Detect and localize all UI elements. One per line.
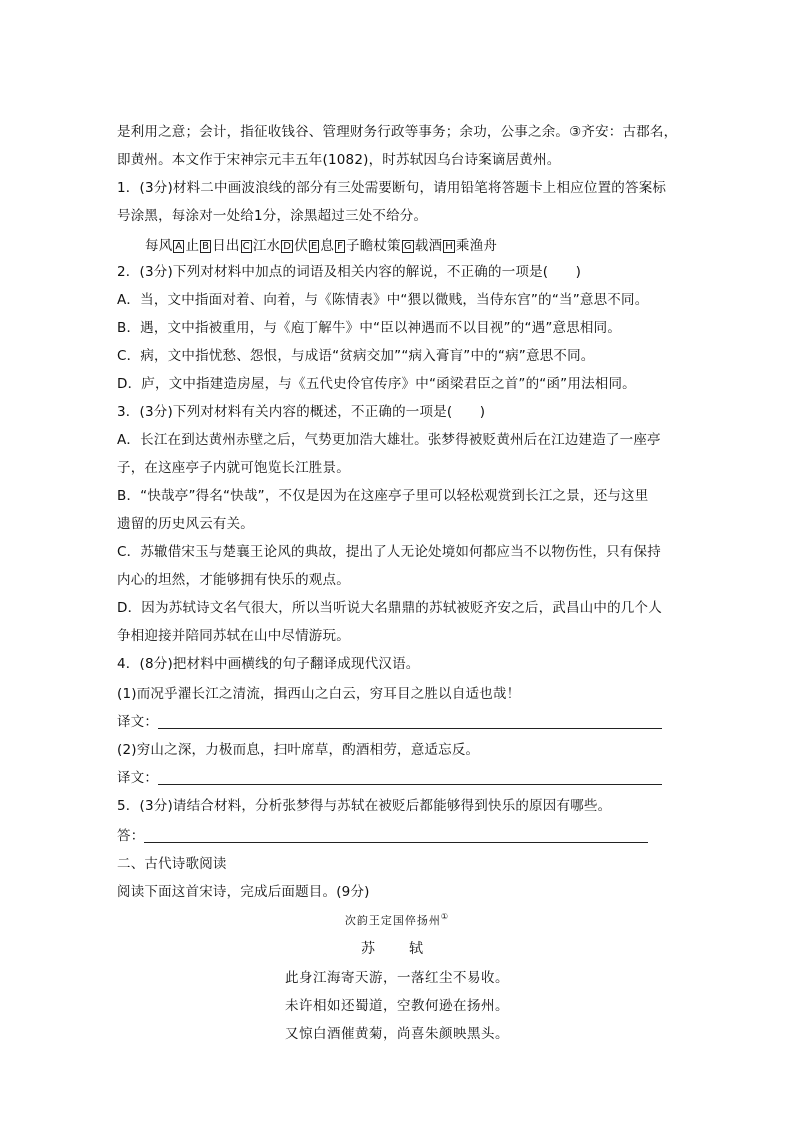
option-box-h[interactable]: H — [445, 241, 453, 252]
segment-text: 子瞻杖策 — [346, 238, 401, 254]
question-2-option-b: B．遇，文中指被重用，与《庖丁解牛》中“臣以神遇而不以目视”的“遇”意思相同。 — [117, 320, 622, 336]
segment-text: 每风 — [145, 238, 173, 254]
question-3-option-a: 子，在这座亭子内就可饱览长江胜景。 — [117, 460, 350, 476]
section-instruction: 阅读下面这首宋诗，完成后面题目。(9分) — [117, 884, 370, 900]
answer-row — [117, 712, 687, 732]
question-3-option-b: 遗留的历史风云有关。 — [117, 516, 254, 532]
answer-label: 译文： — [117, 714, 159, 730]
option-box-g[interactable]: G — [403, 241, 412, 252]
question-3-option-c: 内心的坦然，才能够拥有快乐的观点。 — [117, 572, 350, 588]
question-2-option-c: C．病，文中指忧愁、怨恨，与成语“贫病交加”“病入膏肓”中的“病”意思不同。 — [117, 348, 595, 364]
option-box-e[interactable]: E — [310, 241, 318, 252]
option-box-d[interactable]: D — [283, 241, 292, 252]
segment-text: 江水 — [252, 238, 281, 254]
question-2-stem: 2．(3分)下列对材料中加点的词语及相关内容的解说，不正确的一项是( ) — [117, 264, 582, 280]
question-4-stem: 4．(8分)把材料中画横线的句子翻译成现代汉语。 — [117, 656, 420, 672]
segment-text: 息 — [320, 238, 335, 254]
answer-blank[interactable] — [158, 770, 662, 785]
question-3-option-d: D．因为苏轼诗文名气很大，所以当听说大名鼎鼎的苏轼被贬齐安之后，武昌山中的几个人 — [117, 600, 662, 616]
answer-row — [117, 826, 687, 846]
poem-title-text: 次韵王定国倅扬州 — [344, 914, 441, 927]
passage-line: 即黄州。本文作于宋神宗元丰五年(1082)，时苏轼因乌台诗案谪居黄州。 — [117, 152, 561, 168]
poem-author: 苏 轼 — [361, 941, 433, 957]
poem-title — [0, 912, 794, 928]
answer-blank[interactable] — [158, 714, 662, 729]
poem-line: 又惊白酒催黄菊，尚喜朱颜映黑头。 — [285, 1026, 509, 1042]
option-box-a[interactable]: A — [175, 241, 183, 252]
segment-text: 载酒 — [414, 238, 443, 254]
question-4-sentence-2: (2)穷山之深，力极而息，扫叶席草，酌酒相劳，意适忘反。 — [117, 742, 480, 758]
question-2-option-a: A．当，文中指面对着、向着，与《陈情表》中“猥以微贱，当侍东宫”的“当”意思不同。 — [117, 292, 649, 308]
question-5-stem: 5．(3分)请结合材料，分析张梦得与苏轼在被贬后都能够得到快乐的原因有哪些。 — [117, 798, 612, 814]
answer-row — [117, 768, 687, 788]
option-box-b[interactable]: B — [202, 241, 210, 252]
poem-line: 未许相如还蜀道，空教何逊在扬州。 — [285, 998, 509, 1014]
passage-line: 是利用之意；会计，指征收钱谷、管理财务行政等事务；余功，公事之余。③齐安：古郡名， — [117, 124, 678, 140]
option-box-c[interactable]: C — [242, 241, 250, 252]
segment-text: 日出 — [212, 238, 240, 254]
question-1-stem: 号涂黑，每涂对一处给1分，涂黑超过三处不给分。 — [117, 208, 428, 224]
question-3-option-b: B．“快哉亭”得名“快哉”，不仅是因为在这座亭子里可以轻松观赏到长江之景，还与这里 — [117, 488, 649, 504]
question-2-option-d: D．庐，文中指建造房屋，与《五代史伶官传序》中“函梁君臣之首”的“函”用法相同。 — [117, 376, 636, 392]
answer-label: 译文： — [117, 770, 159, 786]
poem-line: 此身江海寄天游，一落红尘不易收。 — [285, 970, 509, 986]
answer-label: 答： — [117, 828, 145, 844]
question-3-option-c: C．苏辙借宋玉与楚襄王论风的典故，提出了人无论处境如何都应当不以物伤性，只有保持 — [117, 544, 661, 560]
segment-text: 乘渔舟 — [455, 238, 498, 254]
answer-blank[interactable] — [144, 828, 648, 843]
question-4-sentence-1: (1)而况乎濯长江之清流，揖西山之白云，穷耳目之胜以自适也哉！ — [117, 686, 521, 702]
footnote-mark: ① — [440, 912, 450, 921]
question-1-stem: 1．(3分)材料二中画波浪线的部分有三处需要断句，请用铅笔将答题卡上相应位置的答案标 — [117, 180, 667, 196]
question-3-stem: 3．(3分)下列对材料有关内容的概述，不正确的一项是( ) — [117, 404, 486, 420]
section-heading: 二、古代诗歌阅读 — [117, 856, 227, 872]
option-box-f[interactable]: F — [337, 241, 344, 252]
segment-text: 伏 — [294, 238, 308, 254]
question-3-option-d: 争相迎接并陪同苏轼在山中尽情游玩。 — [117, 628, 350, 644]
question-3-option-a: A．长江在到达黄州赤壁之后，气势更加浩大雄壮。张梦得被贬黄州后在江边建造了一座亭 — [117, 432, 661, 448]
segment-text: 止 — [185, 238, 200, 254]
question-1-segment-line — [145, 236, 715, 256]
